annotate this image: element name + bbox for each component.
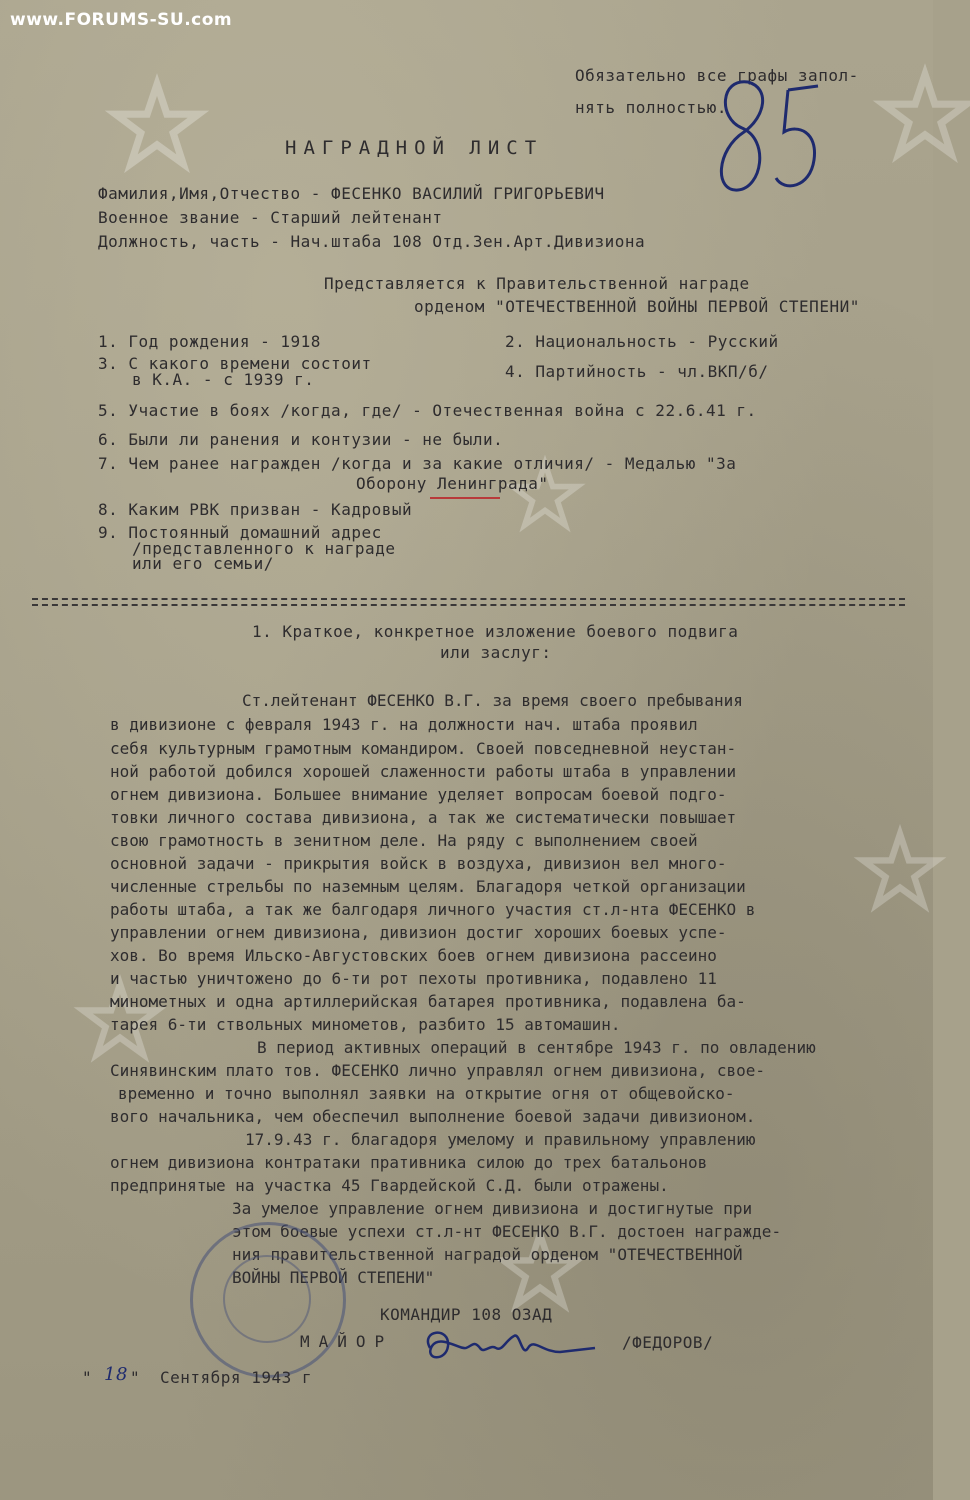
person-rank: Военное звание - Старший лейтенант (98, 208, 443, 227)
body-line: тарея 6-ти ствольных минометов, разбито 15 автомашин. (110, 1015, 621, 1034)
body-line: в дивизионе с февраля 1943 г. на должности нач. штаба проявил (110, 715, 698, 734)
field-party: 4. Партийность - чл.ВКП/б/ (505, 362, 769, 381)
body-line: Ст.лейтенант ФЕСЕНКО В.Г. за время своего пребывания (242, 691, 743, 710)
nomination-line-2: орденом "ОТЕЧЕСТВЕННОЙ ВОЙНЫ ПЕРВОЙ СТЕПЕНИ" (414, 297, 860, 316)
field-awards-b: Оборону Ленинграда" (356, 474, 549, 493)
site-watermark: www.FORUMS-SU.com (10, 10, 233, 30)
body-line: товки личного состава дивизиона, а так же систематически повышает (110, 808, 737, 827)
body-line: себя культурным грамотным командиром. Своей повседневной неустан- (110, 739, 737, 758)
star-watermark-icon (860, 830, 940, 910)
body-line: 17.9.43 г. благадоря умелому и правильному управлению (245, 1130, 756, 1149)
field-service-since-b: в К.А. - с 1939 г. (132, 370, 315, 389)
field-birth-year: 1. Год рождения - 1918 (98, 332, 321, 351)
field-awards-a: 7. Чем ранее награжден /когда и за какие отличия/ - Медалью "За (98, 454, 737, 473)
red-underline (430, 497, 500, 499)
svg-text:85: 85 (700, 45, 720, 64)
star-watermark-icon (112, 80, 202, 170)
body-line: ния правительственной наградой орденом "ОТЕЧЕСТВЕННОЙ (232, 1245, 743, 1264)
field-service-since-a: 3. С какого времени состоит (98, 354, 372, 373)
commander-name: /ФЕДОРОВ/ (622, 1333, 714, 1352)
body-line: огнем дивизиона контратаки пративника силою до трех батальонов (110, 1153, 708, 1172)
field-address-c: или его семьи/ (132, 554, 274, 573)
body-line: огнем дивизиона. Большее внимание уделяет вопросам боевой подго- (110, 785, 727, 804)
field-rvk: 8. Каким РВК призван - Кадровый (98, 500, 413, 519)
date-rest: Сентября 1943 г (160, 1368, 312, 1387)
field-address-b: /представленного к награде (132, 539, 396, 558)
body-line: хов. Во время Ильско-Августовских боев огнем дивизиона рассеино (110, 946, 717, 965)
field-wounds: 6. Были ли ранения и контузии - не были. (98, 430, 504, 449)
body-line: и частью уничтожено до 6-ти рот пехоты противника, подавлено 11 (110, 969, 717, 988)
body-line: За умелое управление огнем дивизиона и достигнутые при (232, 1199, 753, 1218)
star-watermark-icon (880, 70, 970, 160)
field-battles: 5. Участие в боях /когда, где/ - Отечественная война с 22.6.41 г. (98, 401, 757, 420)
date-day: 18 (104, 1364, 128, 1385)
body-line: временно и точно выполнял заявки на открытие огня от общевойско- (118, 1084, 735, 1103)
field-address-a: 9. Постоянный домашний адрес (98, 523, 382, 542)
body-line: ной работой добился хорошей слаженности работы штаба в управлении (110, 762, 737, 781)
instruction-line-1: Обязательно все графы запол- (575, 66, 859, 85)
body-line: численные стрельбы по наземным целям. Благадоря четкой организации (110, 877, 746, 896)
date-open-quote: " (82, 1368, 93, 1387)
body-line: минометных и одна артиллерийская батарея противника, подавлена ба- (110, 992, 746, 1011)
field-nationality: 2. Национальность - Русский (505, 332, 779, 351)
separator-line (32, 598, 905, 606)
official-seal (190, 1222, 346, 1378)
body-line: вого начальника, чем обеспечил выполнение боевой задачи дивизионом. (110, 1107, 756, 1126)
body-line: предпринятые на участка 45 Гвардейской С.Д. были отражены. (110, 1176, 669, 1195)
nomination-line-1: Представляется к Правительственной награде (324, 274, 750, 293)
section-heading-1: 1. Краткое, конкретное изложение боевого подвига (252, 622, 739, 641)
page-title: НАГРАДНОЙ ЛИСТ (285, 137, 544, 159)
seal-emblem (223, 1255, 311, 1343)
body-line: управлении огнем дивизиона, дивизион достиг хороших боевых успе- (110, 923, 727, 942)
body-line: основной задачи - прикрытия войск в воздуха, дивизион вел много- (110, 854, 727, 873)
handwritten-number-85 (700, 45, 830, 210)
commander-title: КОМАНДИР 108 ОЗАД (380, 1305, 553, 1324)
person-position: Должность, часть - Нач.штаба 108 Отд.Зен.Арт.Дивизиона (98, 232, 646, 251)
body-line: Синявинским плато тов. ФЕСЕНКО лично управлял огнем дивизиона, свое- (110, 1061, 766, 1080)
body-line: ВОЙНЫ ПЕРВОЙ СТЕПЕНИ" (232, 1268, 435, 1287)
instruction-line-2: нять полностью. (575, 98, 727, 117)
handwritten-signature (410, 1318, 610, 1378)
body-line: свою грамотность в зенитном деле. На ряду с выполнением своей (110, 831, 698, 850)
section-heading-2: или заслуг: (440, 643, 552, 662)
date-close-quote: " (130, 1368, 141, 1387)
person-fio: Фамилия,Имя,Отчество - ФЕСЕНКО ВАСИЛИЙ ГРИГОРЬЕВИЧ (98, 184, 605, 203)
body-line: этом боевые успехи ст.л-нт ФЕСЕНКО В.Г. достоен награжде- (232, 1222, 782, 1241)
body-line: В период активных операций в сентябре 1943 г. по овладению (257, 1038, 816, 1057)
commander-rank: МАЙОР (300, 1332, 394, 1351)
body-line: работы штаба, а так же балгодаря личного участия ст.л-нта ФЕСЕНКО в (110, 900, 756, 919)
